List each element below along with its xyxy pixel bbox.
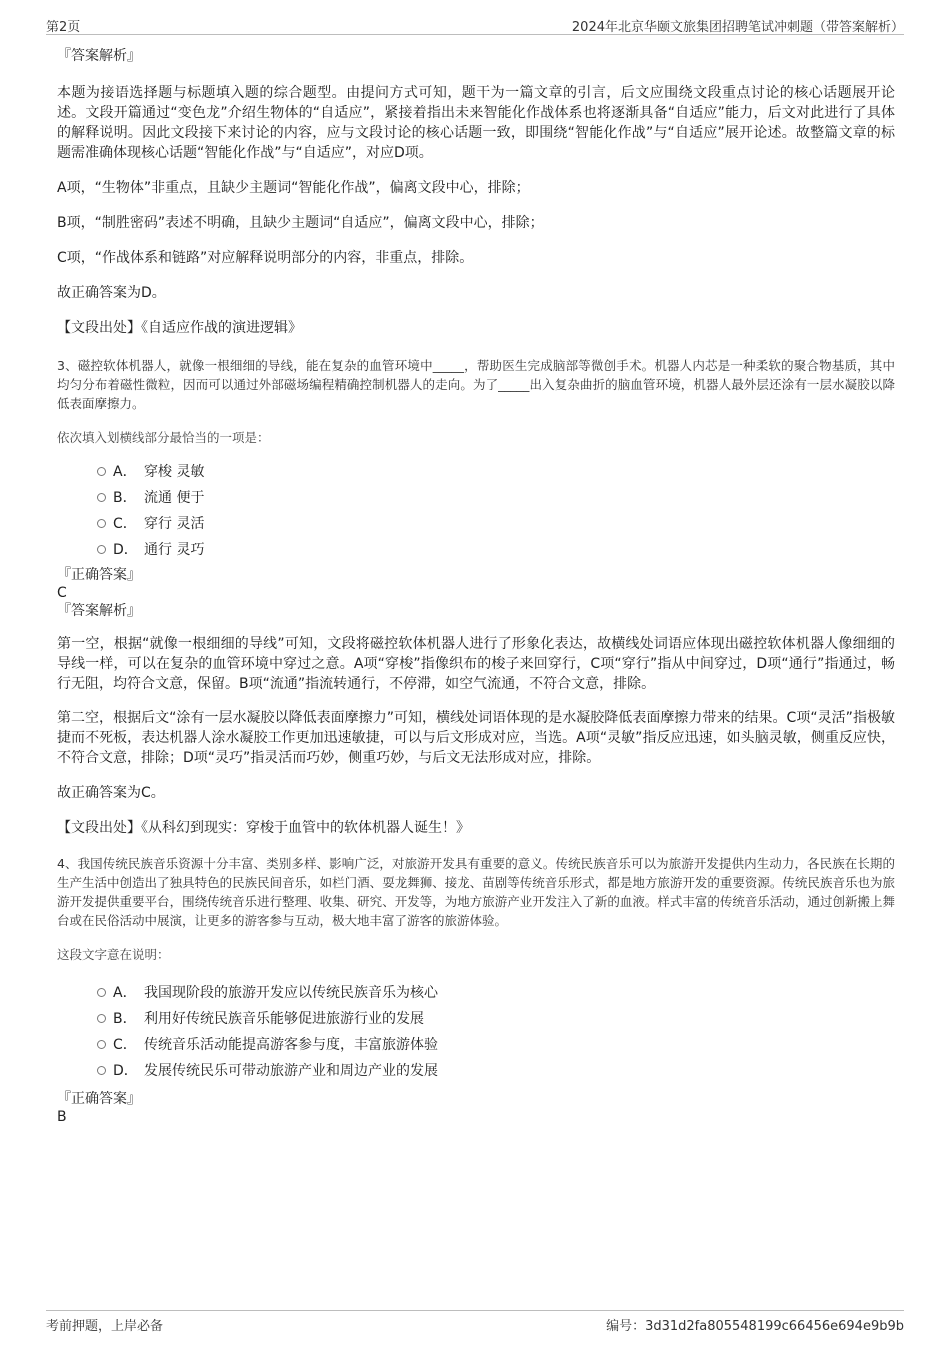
radio-icon[interactable]: [97, 1040, 106, 1049]
analysis-label: 『答案解析』: [57, 48, 141, 64]
correct-answer-label: 『正确答案』: [57, 1091, 141, 1107]
analysis-paragraph: 本题为接语选择题与标题填入题的综合题型。由提问方式可知，题干为一篇文章的引言，后文应围绕文段重点讨论的核心话题展开论述。文段开篇通过“变色龙”介绍生物体的“自适应”，紧接着指出未来智能化作战体系也将逐渐具备“自适应”能力，后文对此进行了具体的解释说明。因此文段接下来讨论的内容，应与文段讨论的核心话题一致，即围绕“智能化作战”与“自适应”展开论述。故整篇文章的标题需准确体现核心话题“智能化作战”与“自适应”，对应D项。: [57, 85, 895, 161]
analysis-paragraph: 故正确答案为D。: [57, 285, 166, 301]
analysis-paragraph: 第一空，根据“就像一根细细的导线”可知，文段将磁控软体机器人进行了形象化表达，故横线处词语应体现出磁控软体机器人像细细的导线一样，可以在复杂的血管环境中穿过之意。A项“穿梭”指像织布的梭子来回穿行，C项“穿行”指从中间穿过，D项“通行”指通过，畅行无阻，均符合文意，保留。B项“流通”指流转通行，不停滞，如空气流通，不符合文意，排除。: [57, 636, 895, 692]
radio-icon[interactable]: [97, 1066, 106, 1075]
option-c[interactable]: C． 穿行 灵活: [57, 511, 895, 537]
correct-answer: B: [57, 1109, 67, 1125]
radio-icon[interactable]: [97, 988, 106, 997]
question-prompt: 依次填入划横线部分最恰当的一项是：: [57, 430, 270, 445]
radio-icon[interactable]: [97, 493, 106, 502]
option-d[interactable]: D． 发展传统民乐可带动旅游产业和周边产业的发展: [57, 1058, 895, 1084]
analysis-paragraph: A项，“生物体”非重点，且缺少主题词“智能化作战”，偏离文段中心，排除；: [57, 180, 530, 196]
correct-answer-label: 『正确答案』: [57, 567, 141, 583]
analysis-paragraph: 故正确答案为C。: [57, 785, 165, 801]
option-c[interactable]: C． 传统音乐活动能提高游客参与度，丰富旅游体验: [57, 1032, 895, 1058]
question-stem: 4、我国传统民族音乐资源十分丰富、类别多样、影响广泛，对旅游开发具有重要的意义。传统民族音乐可以为旅游开发提供内生动力，各民族在长期的生产生活中创造出了独具特色的民族民间音乐，如栏门酒、耍龙舞狮、接龙、苗剧等传统音乐形式，都是地方旅游开发的重要资源。传统民族音乐也为旅游开发提供重要平台，围绕传统音乐进行整理、收集、研究、开发等，为地方旅游产业开发注入了新的血液。样式丰富的传统音乐活动，通过创新搬上舞台或在民俗活动中展演，让更多的游客参与互动，极大地丰富了游客的旅游体验。: [57, 856, 895, 928]
analysis-paragraph: C项，“作战体系和链路”对应解释说明部分的内容，非重点，排除。: [57, 250, 474, 266]
document-id: 编号：3d31d2fa805548199c66456e694e9b9b: [606, 1319, 904, 1334]
radio-icon[interactable]: [97, 545, 106, 554]
correct-answer: C: [57, 585, 67, 601]
question-prompt: 这段文字意在说明：: [57, 947, 170, 962]
footer-slogan: 考前押题，上岸必备: [46, 1319, 164, 1334]
radio-icon[interactable]: [97, 1014, 106, 1023]
option-a[interactable]: A． 我国现阶段的旅游开发应以传统民族音乐为核心: [57, 980, 895, 1006]
page-footer: [46, 1310, 904, 1337]
option-list: [57, 980, 895, 1084]
page-header: [46, 14, 904, 35]
analysis-paragraph: B项，“制胜密码”表述不明确，且缺少主题词“自适应”，偏离文段中心，排除；: [57, 215, 544, 231]
option-list: [57, 459, 895, 563]
question-stem: 3、磁控软体机器人，就像一根细细的导线，能在复杂的血管环境中_____，帮助医生完成脑部等微创手术。机器人内芯是一种柔软的聚合物基质，其中均匀分布着磁性微粒，因而可以通过外部磁场编程精确控制机器人的走向。为了_____出入复杂曲折的脑血管环境，机器人最外层还涂有一层水凝胶以降低表面摩擦力。: [57, 358, 895, 411]
option-b[interactable]: B． 利用好传统民族音乐能够促进旅游行业的发展: [57, 1006, 895, 1032]
page-content: [57, 44, 895, 1126]
option-a[interactable]: A． 穿梭 灵敏: [57, 459, 895, 485]
source-citation: 【文段出处】《从科幻到现实：穿梭于血管中的软体机器人诞生！》: [57, 820, 470, 836]
option-d[interactable]: D． 通行 灵巧: [57, 537, 895, 563]
page-number: 第2页: [46, 20, 81, 35]
radio-icon[interactable]: [97, 467, 106, 476]
document-title: 2024年北京华颐文旅集团招聘笔试冲刺题（带答案解析）: [571, 20, 904, 35]
radio-icon[interactable]: [97, 519, 106, 528]
source-citation: 【文段出处】《自适应作战的演进逻辑》: [57, 320, 302, 336]
analysis-label: 『答案解析』: [57, 603, 141, 619]
option-b[interactable]: B． 流通 便于: [57, 485, 895, 511]
analysis-paragraph: 第二空，根据后文“涂有一层水凝胶以降低表面摩擦力”可知，横线处词语体现的是水凝胶降低表面摩擦力带来的结果。C项“灵活”指极敏捷而不死板，表达机器人涂水凝胶工作更加迅速敏捷，可以与后文形成对应，当选。A项“灵敏”指反应迅速，如头脑灵敏，侧重反应快，不符合文意，排除；D项“灵巧”指灵活而巧妙，侧重巧妙，与后文无法形成对应，排除。: [57, 710, 895, 766]
